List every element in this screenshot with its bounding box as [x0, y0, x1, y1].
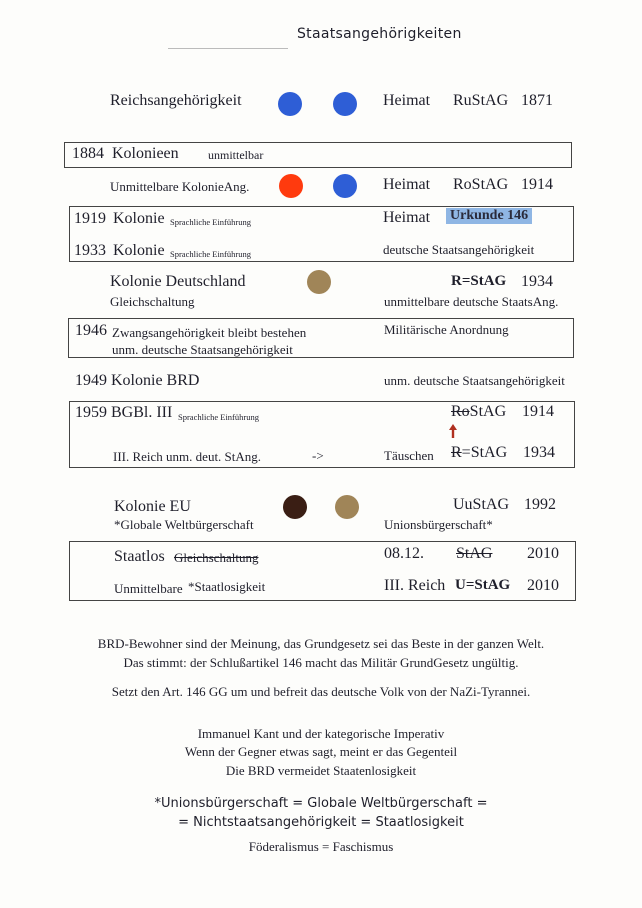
box2-note2: Sprachliche Einführung — [170, 249, 251, 259]
box2-title1: Kolonie — [113, 210, 165, 227]
paragraph-2: Setzt den Art. 146 GG um und befreit das deutsche Volk von der NaZi-Tyrannei. — [111, 684, 531, 699]
box5-unmittelbare: Unmittelbare — [114, 581, 183, 596]
row5-left2: *Globale Weltbürgerschaft — [114, 517, 254, 532]
box5-staatlosigkeit: *Staatlosigkeit — [188, 579, 266, 594]
box1-year: 1884 — [72, 145, 104, 162]
box4-line2-left: III. Reich unm. deut. StAng. — [113, 449, 262, 464]
row4-right: unm. deutsche Staatsangehörigkeit — [384, 373, 565, 388]
tan-dot — [335, 495, 359, 519]
paragraph-1a: BRD-Bewohner sind der Meinung, das Grundgesetz sei das Beste in der ganzen Welt. — [97, 636, 545, 651]
box4-code1: RoStAG — [451, 403, 507, 420]
row2-left: Unmittelbare KolonieAng. — [110, 179, 250, 194]
box5-reich: III. Reich — [384, 577, 446, 594]
box5-year2: 2010 — [527, 577, 559, 594]
title-underline — [168, 48, 288, 49]
row5-year: 1992 — [524, 496, 556, 513]
box5-date: 08.12. — [384, 545, 424, 562]
row3-left2: Gleichschaltung — [110, 294, 195, 309]
box3-year: 1946 — [75, 322, 107, 339]
blue-dot — [278, 92, 302, 116]
box2-title2: Kolonie — [113, 242, 165, 259]
urkunde-146-highlight: Urkunde 146 — [446, 208, 532, 224]
box5-code2: U=StAG — [455, 577, 511, 593]
row5-left1: Kolonie EU — [114, 498, 191, 515]
box4-tauschen: Täuschen — [384, 448, 434, 463]
blue-dot — [333, 92, 357, 116]
row3-year: 1934 — [521, 273, 553, 290]
box1-note: unmittelbar — [208, 148, 264, 162]
row2-heimat: Heimat — [383, 176, 431, 193]
box2-note1: Sprachliche Einführung — [170, 217, 251, 227]
row3-left1: Kolonie Deutschland — [110, 273, 246, 290]
row3-code: R=StAG — [451, 273, 507, 289]
row1-left: Reichsangehörigkeit — [110, 92, 242, 109]
paragraph-3b: Wenn der Gegner etwas sagt, meint er das Gegenteil — [184, 744, 458, 759]
row4-left: 1949 Kolonie BRD — [75, 372, 200, 389]
box4-code2: R=StAG — [451, 444, 508, 461]
box3-right: Militärische Anordnung — [384, 322, 509, 337]
paragraph-4b: = Nichtstaatsangehörigkeit = Staatlosigkeit — [178, 815, 464, 830]
box4-title: 1959 BGBl. III — [75, 404, 173, 421]
page-title: Staatsangehörigkeiten — [297, 26, 462, 42]
box1-title: Kolonieen — [112, 145, 179, 162]
dark-brown-dot — [283, 495, 307, 519]
right-arrow-icon: -> — [312, 448, 324, 463]
row1-code: RuStAG — [453, 92, 509, 109]
box2-year1: 1919 — [74, 210, 106, 227]
box5-strike: Gleichschaltung — [174, 550, 259, 565]
red-dot — [279, 174, 303, 198]
row3-right2: unmittelbare deutsche StaatsAng. — [384, 294, 559, 309]
up-arrow-icon — [449, 424, 457, 438]
box4-note: Sprachliche Einführung — [178, 412, 259, 422]
box2-heimat: Heimat — [383, 209, 431, 226]
paragraph-3a: Immanuel Kant und der kategorische Imperativ — [197, 726, 445, 741]
box5-staatlos: Staatlos — [114, 548, 165, 565]
box3-line2: unm. deutsche Staatsangehörigkeit — [112, 342, 293, 357]
paragraph-5: Föderalismus = Faschismus — [248, 839, 394, 854]
row1-heimat: Heimat — [383, 92, 431, 109]
blue-dot — [333, 174, 357, 198]
row2-code: RoStAG — [453, 176, 509, 193]
box4-year1: 1914 — [522, 403, 554, 420]
box2-year2: 1933 — [74, 242, 106, 259]
row5-code: UuStAG — [453, 496, 510, 513]
paragraph-3c: Die BRD vermeidet Staatenlosigkeit — [225, 763, 417, 778]
box5-year1: 2010 — [527, 545, 559, 562]
paragraph-4a: *Unionsbürgerschaft = Globale Weltbürgerschaft = — [154, 796, 488, 811]
box3-line1: Zwangsangehörigkeit bleibt bestehen — [112, 325, 307, 340]
row2-year: 1914 — [521, 176, 553, 193]
row5-right2: Unionsbürgerschaft* — [384, 517, 493, 532]
box2-right2: deutsche Staatsangehörigkeit — [383, 242, 535, 257]
row1-year: 1871 — [521, 92, 553, 109]
tan-dot — [307, 270, 331, 294]
box5-code1: StAG — [456, 545, 493, 562]
box4-year2: 1934 — [523, 444, 555, 461]
paragraph-1b: Das stimmt: der Schlußartikel 146 macht das Militär GrundGesetz ungültig. — [123, 655, 519, 670]
